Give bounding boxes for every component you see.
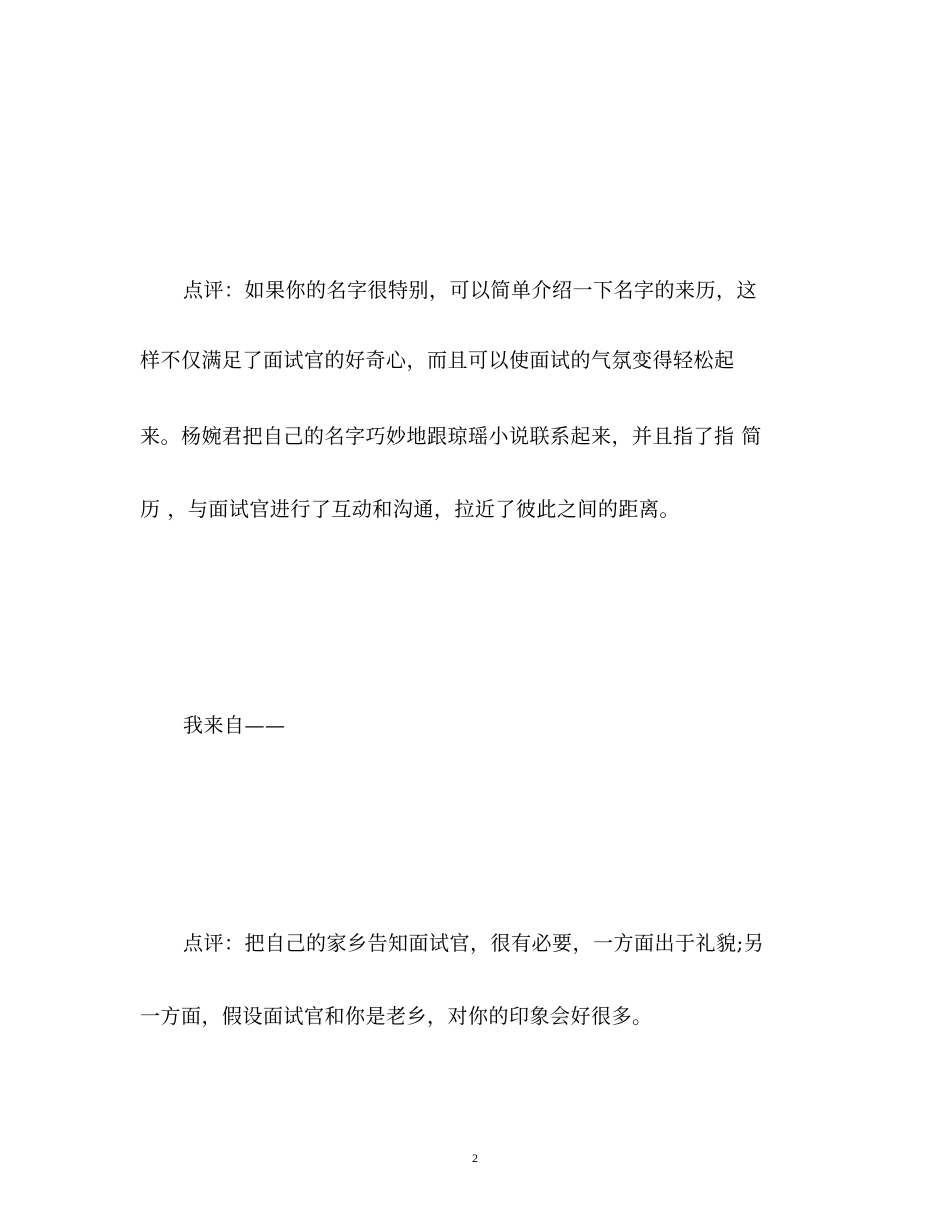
comment1-line-2: 样不仅满足了面试官的好奇心，而且可以使面试的气氛变得轻松起 bbox=[140, 348, 735, 372]
comment1-line-1: 点评：如果你的名字很特别，可以简单介绍一下名字的来历，这 bbox=[183, 278, 757, 302]
page-number: 2 bbox=[472, 1151, 478, 1165]
section-heading-hometown: 我来自—— bbox=[183, 713, 286, 737]
comment2-line-2: 一方面，假设面试官和你是老乡，对你的印象会好很多。 bbox=[140, 1004, 653, 1028]
comment1-line-3: 来。杨婉君把自己的名字巧妙地跟琼瑶小说联系起来，并且指了指 简 bbox=[140, 424, 762, 448]
comment1-line-4: 历 ，与面试官进行了互动和沟通，拉近了彼此之间的距离。 bbox=[140, 497, 680, 521]
comment2-line-1: 点评：把自己的家乡告知面试官，很有必要，一方面出于礼貌;另 bbox=[183, 931, 765, 955]
